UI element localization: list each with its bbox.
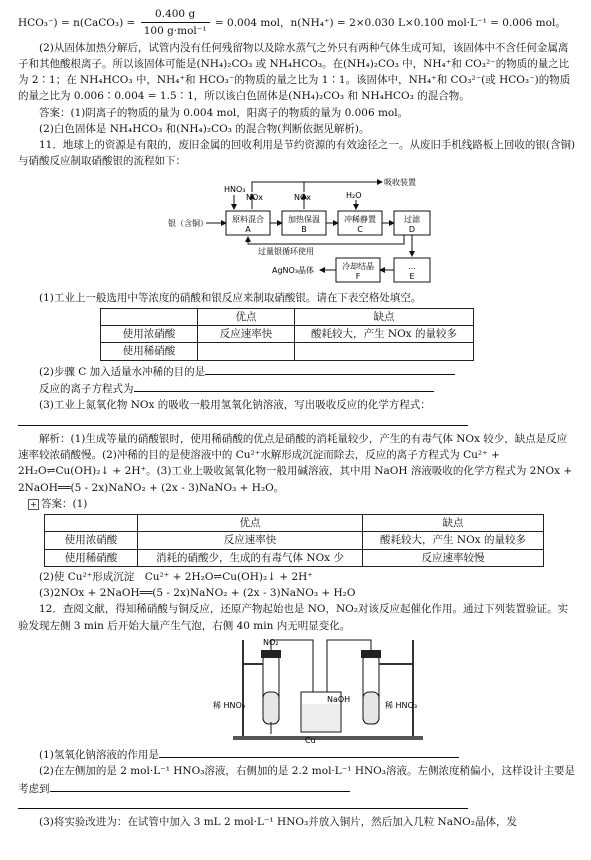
app-cu: Cu [305, 735, 316, 744]
table-2-h0 [45, 515, 138, 532]
flow-hno3: HNO₃ [224, 184, 246, 194]
question-12-2-text: (2)在左侧加的是 2 mol·L⁻¹ HNO₃溶液，右侧加的是 2.2 mol·L⁻¹ HNO₃溶液。左侧浓度稍偏小，这样设计主要是考虑到 [18, 765, 575, 795]
calc-fraction [141, 6, 210, 40]
question-11-2b-text: 反应的离子方程式为 [39, 382, 134, 395]
flow-input: 银（含铜） [168, 218, 208, 228]
app-hno3-left: 稀 HNO₃ [213, 700, 246, 710]
flow-box-f-label: 冷却结晶 [342, 261, 374, 271]
answer-blank [205, 363, 455, 375]
table-1-h0 [101, 308, 198, 325]
flow-nox1: NOx [246, 192, 264, 202]
table-row [45, 549, 544, 566]
question-12-1 [18, 746, 577, 763]
flow-nox2: NOx [294, 192, 312, 202]
app-naoh: NaOH [327, 694, 351, 704]
question-12-3: (3)将实验改进为：在试管中加入 3 mL 2 mol·L⁻¹ HNO₃并放入铜片，然后加入几粒 NaNO₂晶体，发 [39, 816, 517, 829]
table-row [45, 532, 544, 549]
table-cell [198, 343, 295, 360]
question-12-1-text: (1)氢氧化钠溶液的作用是 [39, 748, 159, 761]
table-1-h1: 优点 [198, 308, 295, 325]
app-no2: NO₂ [263, 637, 279, 647]
question-11-1: (1)工业上一般选用中等浓度的硝酸和银反应来制取硝酸银。请在下表空格处填空。 [39, 291, 422, 304]
flow-box-e-label: … [408, 261, 416, 271]
question-12-2 [18, 763, 577, 797]
table-cell: 使用浓硝酸 [45, 532, 138, 549]
app-hno3-right: 稀 HNO₃ [385, 700, 418, 710]
answer-11-label [18, 496, 577, 512]
answer-blank [50, 780, 350, 792]
table-cell: 消耗的硝酸少，生成的有毒气体 NOx 少 [138, 549, 363, 566]
calc-line [18, 6, 577, 40]
answer-11-2: (2)使 Cu²⁺形成沉淀 Cu²⁺ + 2H₂O⇌Cu(OH)₂↓ + 2H⁺ [39, 570, 313, 583]
flow-box-a-letter: A [245, 224, 251, 234]
question-11-2a [18, 363, 577, 380]
answer-blank [18, 414, 468, 426]
question-12: 12．查阅文献，得知稀硝酸与铜反应，还原产物起始也是 NO，NO₂对该反应起催化作用。通过下列装置验证。实验发现左侧 3 min 后开始大量产生气泡，右侧 40 min 内无明显变化。 [18, 603, 568, 632]
apparatus-diagram [213, 636, 443, 744]
question-11-2b [18, 380, 577, 397]
table-1-h2: 缺点 [295, 308, 474, 325]
flow-diagram [168, 174, 458, 286]
table-2-header [45, 515, 544, 532]
flow-product: AgNO₃晶体 [272, 265, 315, 275]
flow-recycle: 过量银循环使用 [258, 246, 314, 256]
table-anchor-icon: + [28, 499, 39, 510]
explanation-paragraph: (2)从固体加热分解后，试管内没有任何残留物以及除水蒸气之外只有两种气体生成可知，该固体中不含任何金属离子和其他酸根离子。所以该固体可能是(NH₄)₂CO₃ 或 NH₄HCO₃。在(NH₄)₂CO₃ 中，NH₄⁺和 CO₃²⁻的物质的量之比为 2∶1；在 NH₄HCO₃ 中，NH₄⁺和 HCO₃⁻的物质的量之比为 1∶1。该固体中，NH₄⁺和 CO₃²⁻(或 HCO₃⁻)的物质的量之比为 0.006∶0.004 = 1.5∶1，所以该白色固体是(NH₄)₂CO₃ 和 NH₄HCO₃ 的混合物。 [18, 41, 571, 103]
answer-blank [18, 797, 468, 809]
question-11-3: (3)工业上氮氧化物 NOx 的吸收一般用氢氧化钠溶液，写出吸收反应的化学方程式： [39, 399, 431, 412]
table-cell: 反应速率快 [138, 532, 363, 549]
fraction-numerator: 0.400 g [141, 6, 210, 23]
table-cell: 反应速率较慢 [363, 549, 544, 566]
flow-box-c-label: 冲稀静置 [344, 214, 376, 224]
flow-box-d-letter: D [408, 224, 416, 234]
flow-h2o: H₂O [346, 190, 362, 200]
flow-box-b-label: 加热保温 [288, 214, 320, 224]
question-11-2a-text: (2)步骤 C 加入适量水冲稀的目的是 [39, 365, 206, 378]
flow-box-a-label: 原料混合 [232, 214, 264, 224]
table-cell: 使用稀硝酸 [101, 343, 198, 360]
answer-line [18, 797, 577, 814]
answer-blank [134, 380, 434, 392]
answer-11-3: (3)2NOx + 2NaOH══(5 - 2x)NaNO₂ + (2x - 3)NaNO₃ + H₂O [39, 587, 356, 600]
table-cell: 酸耗较大，产生 NOx 的量较多 [363, 532, 544, 549]
table-row [101, 326, 474, 343]
answer-1: 答案：(1)阴离子的物质的量为 0.004 mol，阳离子的物质的量为 0.006 mol。 [39, 106, 409, 119]
table-2 [44, 514, 544, 567]
flow-absorb: 吸收装置 [384, 177, 416, 187]
answer-11-text: 答案：(1) [41, 497, 88, 510]
table-1 [100, 308, 474, 361]
table-1-header [101, 308, 474, 325]
table-cell: 酸耗较大，产生 NOx 的量较多 [295, 326, 474, 343]
flow-box-e-letter: E [409, 271, 415, 281]
analysis-paragraph: 解析：(1)生成等量的硝酸银时，使用稀硝酸的优点是硝酸的消耗量较少，产生的有毒气体 NOx 较少，缺点是反应速率较浓硝酸慢。(2)冲稀的目的是使溶液中的 Cu²⁺水解形成沉淀而除去，反应的离子方程式为 Cu²⁺ + 2H₂O⇌Cu(OH)₂↓ + 2H⁺。(3)工业上吸收氮氧化物一般用碱溶液，其中用 NaOH 溶液吸收的化学方程式为 2NOx + 2NaOH══(5 - 2x)NaNO₂ + (2x - 3)NaNO₃ + H₂O。 [18, 432, 573, 494]
table-2-h1: 优点 [138, 515, 363, 532]
answer-blank [159, 746, 459, 758]
calc-prefix: HCO₃⁻) = n(CaCO₃) = [18, 16, 136, 29]
calc-suffix: = 0.004 mol，n(NH₄⁺) = 2×0.030 L×0.100 mol·L⁻¹ = 0.006 mol。 [214, 16, 566, 29]
table-cell: 使用浓硝酸 [101, 326, 198, 343]
table-cell: 反应速率快 [198, 326, 295, 343]
flow-box-d-label: 过滤 [404, 214, 420, 224]
table-row [101, 343, 474, 360]
flow-box-c-letter: C [357, 224, 363, 234]
table-cell: 使用稀硝酸 [45, 549, 138, 566]
table-2-h2: 缺点 [363, 515, 544, 532]
table-cell [295, 343, 474, 360]
flow-box-f-letter: F [355, 271, 361, 281]
answer-line [18, 414, 577, 431]
flow-box-b-letter: B [301, 224, 307, 234]
answer-2: (2)白色固体是 NH₄HCO₃ 和(NH₄)₂CO₃ 的混合物(判断依据见解析)。 [39, 122, 370, 135]
question-11: 11．地球上的资源是有限的，废旧金属的回收利用是节约资源的有效途径之一。从废旧手机线路板上回收的银(含铜)与硝酸反应制取硝酸银的流程如下： [18, 139, 576, 168]
fraction-denominator: 100 g·mol⁻¹ [143, 25, 207, 38]
